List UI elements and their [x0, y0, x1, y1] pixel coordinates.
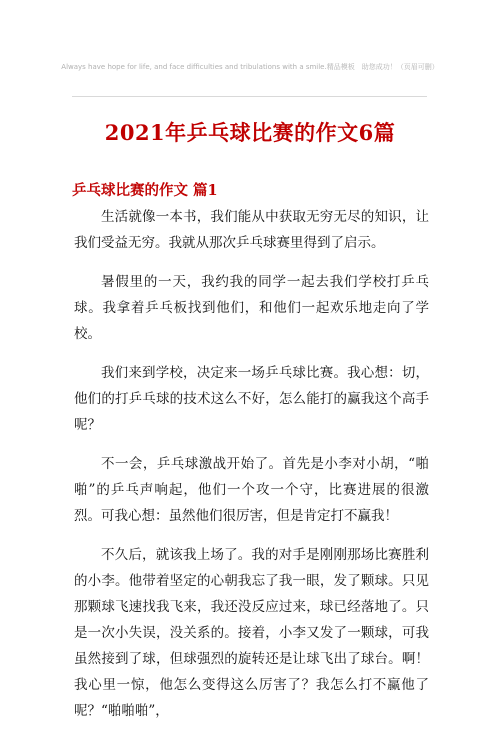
paragraph-2: 暑假里的一天，我约我的同学一起去我们学校打乒乓球。我拿着乒乓板找到他们，和他们一起欢乐地走向了学校。	[74, 274, 429, 342]
paragraph-3: 我们来到学校，决定来一场乒乓球比赛。我心想：切，他们的打乒乓球的技术这么不好，怎么能打的赢我这个高手呢？	[74, 365, 429, 433]
paragraph-5: 不久后，就该我上场了。我的对手是刚刚那场比赛胜利的小李。他带着坚定的心朝我忘了我一眼，发了颗球。只见那颗球飞速找我飞来，我还没反应过来，球已经落地了。只是一次小失误，没关系的。接着，小李又发了一颗球，可我虽然接到了球，但球强烈的旋转还是让球飞出了球台。啊！我心里一惊，他怎么变得这么厉害了？我怎么打不赢他了呢？“啪啪啪”，	[74, 547, 429, 719]
section-heading: 乒乓球比赛的作文 篇1	[72, 182, 218, 199]
header-divider	[72, 96, 427, 97]
document-title: 2021年乒乓球比赛的作文6篇	[104, 120, 396, 145]
paragraph-1: 生活就像一本书，我们能从中获取无穷无尽的知识，让我们受益无穷。我就从那次乒乓球赛里得到了启示。	[74, 209, 429, 251]
page-header: Always have hope for life, and face difficulties and tribulations with a smile.精品模板 助您成功！（页眉可删）	[61, 63, 439, 71]
paragraph-4: 不一会，乒乓球激战开始了。首先是小李对小胡，“啪啪”的乒乓声响起，他们一个攻一个守，比赛进展的很激烈。可我心想：虽然他们很厉害，但是肯定打不赢我！	[74, 456, 429, 524]
essay-body	[74, 204, 429, 737]
